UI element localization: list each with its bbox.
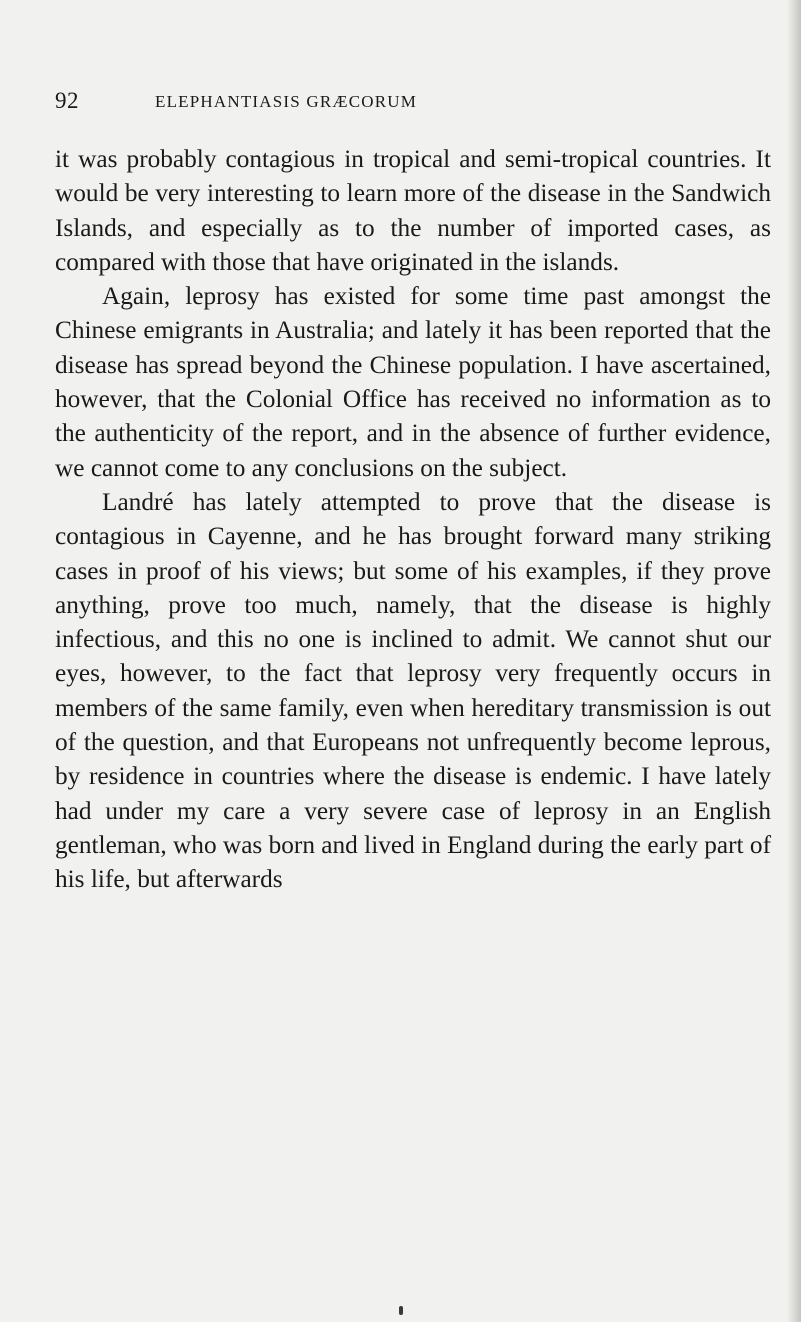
page-header: [55, 88, 755, 116]
body-text: [55, 142, 771, 897]
paragraph-1: it was probably contagious in tropical and semi-tropical countries. It would be very interesting to learn more of the disease in the Sandwich Islands, and especially as to the number of imported cases, as compared with those that have originated in the islands.: [55, 145, 771, 276]
paragraph-2: Again, leprosy has existed for some time past amongst the Chinese emigrants in Australia; and lately it has been reported that the disease has spread beyond the Chinese population. I have ascertained, however, that the Colonial Office has received no information as to the authenticity of the report, and in the absence of further evidence, we cannot come to any conclusions on the subject.: [55, 282, 771, 482]
paragraph-3: Landré has lately attempted to prove that the disease is contagious in Cayenne, and he has brought forward many striking cases in proof of his views; but some of his examples, if they prove anything, prove too much, namely, that the disease is highly infectious, and this no one is inclined to admit. We cannot shut our eyes, however, to the fact that leprosy very frequently occurs in members of the same family, even when hereditary transmission is out of the question, and that Europeans not unfrequently become leprous, by residence in countries where the disease is endemic. I have lately had under my care a very severe case of leprosy in an English gentleman, who was born and lived in England during the early part of his life, but afterwards: [55, 487, 771, 894]
ink-speck: [399, 1306, 403, 1315]
page-number: 92: [55, 88, 79, 113]
running-head: ELEPHANTIASIS GRÆCORUM: [155, 92, 418, 111]
page-edge-shadow: [787, 0, 801, 1322]
